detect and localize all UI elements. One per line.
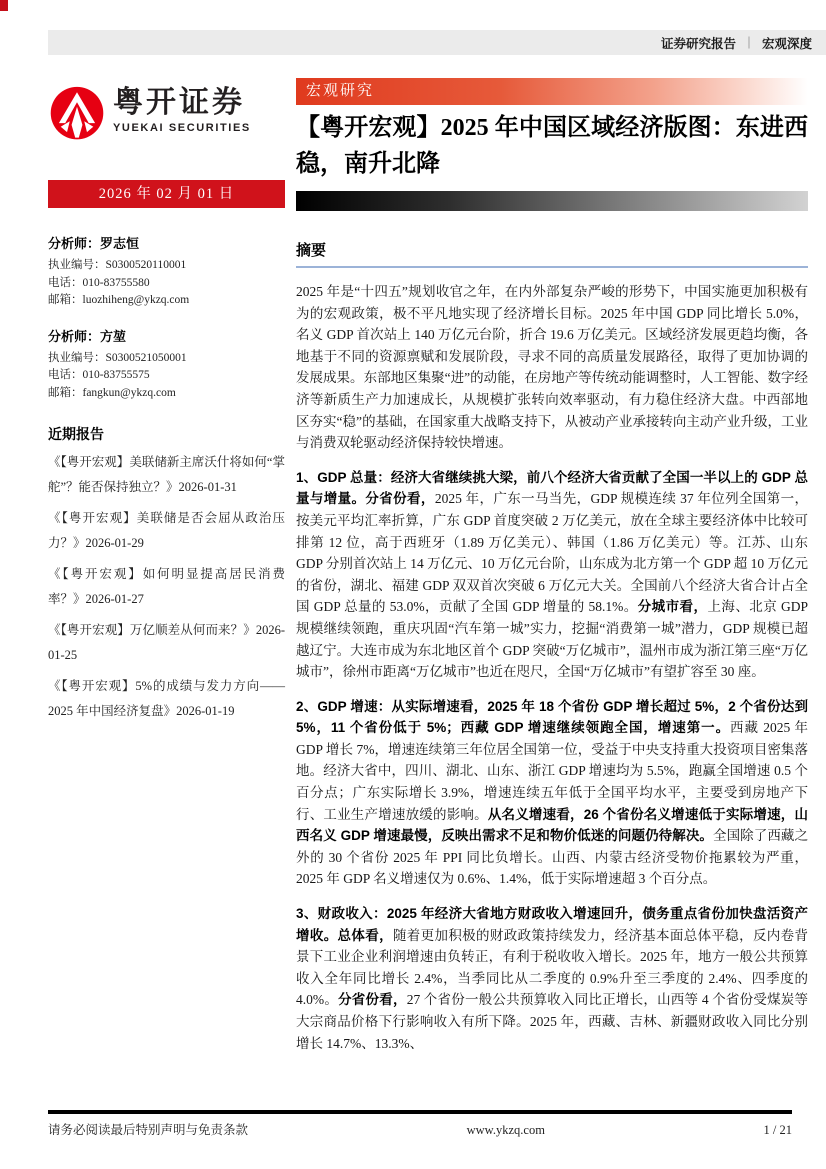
abstract-paragraph [296,903,808,1054]
paragraph-bold-run: 从名义增速看，26 个省份名义增速低于实际增速，山西名义 GDP 增速最慢，反映出需求不足和物价低迷的问题仍待解决。 [296,806,808,844]
recent-reports-section [48,424,285,724]
paragraph-text-run: 随着更加积极的财政政策持续发力，经济基本面总体平稳，反内卷背景下工业企业利润增速由负转正，有利于税收收入增长。2025 年，地方一般公共预算收入全年同比增长 2.4%，当季同比从二季度的 0.9%升至三季度的 2.4%、四季度的 4.0%。 [296,927,808,1008]
paragraph-text-run: 2025 年是“十四五”规划收官之年，在内外部复杂严峻的形势下，中国实施更加积极有为的宏观政策，极不平凡地实现了经济增长目标。2025 年中国 GDP 同比增长 5.0%，名义 GDP 首次站上 140 万亿元台阶，折合 19.6 万亿美元。区域经济发展更趋均衡，各地基于不同的资源禀赋和发展阶段，寻求不同的高质量发展路径，取得了更加协调的发展成果。东部地区集聚“进”的动能，在房地产等传统动能调整时，人工智能、数字经济等新质生产力加速成长，从规模扩张转向效率驱动，有力稳住经济大盘。中西部地区夯实“稳”的基础，在国家重大战略支持下，从被动产业承接转向主动产业升级，工业与消费双轮驱动经济保持较快增速。 [296,284,808,451]
paragraph-text-run: 27 个省份一般公共预算收入同比正增长，山西等 4 个省份受煤炭等大宗商品价格下行影响收入有所下降。2025 年，西藏、吉林、新疆财政收入同比分别增长 14.7%、13.3%、 [296,992,808,1051]
abstract-paragraph [296,696,808,890]
footer-row [48,1120,792,1138]
footer-disclaimer: 请务必阅读最后特别声明与免责条款 [48,1123,249,1137]
paragraph-text-run: 上海、北京 GDP 规模继续领跑，重庆巩固“汽车第一城”实力，挖掘“消费第一城”潜力，GDP 规模已超越辽宁。大连市成为东北地区首个 GDP 突破“万亿城市”，温州市成为浙江第三座“万亿城市”，徐州市距离“万亿城市”也近在咫尺，全国“万亿城市”有望扩容至 30 座。 [296,599,808,680]
page-corner-mark [0,0,8,11]
recent-reports-list [48,450,285,724]
abstract-heading: 摘要 [296,239,808,268]
report-category-label: 宏观深度 [761,36,812,51]
section-banner: 宏观研究 [296,78,808,105]
paragraph-text-run: 2025 年，广东一马当先，GDP 规模连续 37 年位列全国第一，按美元平均汇率折算，广东 GDP 首度突破 2 万亿美元，放在全球主要经济体中比较可排第 12 位，高于西班牙（1.89 万亿美元）、韩国（1.86 万亿美元）等。江苏、山东 GDP 分别首次站上 14 万亿元、10 万亿元台阶，山东成为北方第一个 GDP 超 10 万亿元的省份，湖北、福建 GDP 双双首次突破 6 万亿元大关。全国前八个经济大省合计占全国 GDP 总量的 53.0%，贡献了全国 GDP 增量的 58.1%。 [296,491,808,615]
paragraph-bold-run: 2、GDP 增速：从实际增速看，2025 年 18 个省份 GDP 增长超过 5%，2 个省份达到 5%，11 个省份低于 5%；西藏 GDP 增速继续领跑全国，增速第一。 [296,698,808,736]
abstract-paragraph [296,281,808,454]
analyst-field: 邮箱：luozhiheng@ykzq.com [48,294,190,306]
analysts-section [48,233,285,402]
paragraph-bold-run: 1、GDP 总量：经济大省继续挑大梁，前八个经济大省贡献了全国一半以上的 GDP 总量与增量。分省份看， [296,469,808,507]
analyst-field: 电话：010-83755580 [48,276,150,289]
page-footer [48,1110,792,1138]
header-separator: ｜ [742,36,755,50]
report-title: 【粤开宏观】2025 年中国区域经济版图：东进西稳，南升北降 [296,115,808,177]
footer-page-number: 1 / 21 [763,1123,792,1137]
brand-name [113,84,251,134]
paragraph-text-run: 西藏 2025 年 GDP 增长 7%，增速连续第三年位居全国第一位，受益于中央支持重大投资项目密集落地。经济大省中，四川、湖北、山东、浙江 GDP 增速均为 5.5%，跑赢全国增速 0.5 个百分点；广东实际增长 3.9%，增速连续五年低于全国平均水平，主要受到房地产下行、工业生产增速放缓的影响。 [296,720,808,822]
report-list-item: 《【粤开宏观】美联储是否会屈从政治压力？》2026-01-29 [48,511,285,550]
report-date-bar: 2026 年 02 月 01 日 [48,180,285,208]
title-divider-bar [296,191,808,211]
left-sidebar [48,84,285,724]
footer-divider [48,1110,792,1114]
report-list-item: 《【粤开宏观】5%的成绩与发力方向——2025 年中国经济复盘》2026-01-19 [48,679,285,718]
analyst-field: 执业编号：S0300520110001 [48,259,187,271]
analyst-block [48,233,285,310]
analyst-field: 电话：010-83755575 [48,369,150,381]
report-list-item: 《【粤开宏观】如何明显提高居民消费率？》2026-01-27 [48,567,285,606]
main-column [296,78,808,1104]
brand-name-en: YUEKAI SECURITIES [113,122,251,134]
paragraph-bold-run: 3、财政收入：2025 年经济大省地方财政收入增速回升，债务重点省份加快盘活资产增收。总体看， [296,906,808,943]
paragraph-text-run: 全国除了西藏之外的 30 个省份 2025 年 PPI 同比负增长。山西、内蒙古经济受物价拖累较为严重，2025 年 GDP 名义增速仅为 0.6%、1.4%，低于实际增速超 3 个百分点。 [296,828,808,887]
analyst-field: 执业编号：S0300521050001 [48,351,187,364]
abstract-body [296,281,808,1054]
analyst-name: 分析师：方堃 [48,328,127,344]
yuekai-logo-icon [48,84,106,144]
paragraph-bold-run: 分省份看， [338,992,407,1008]
analyst-name: 分析师：罗志恒 [48,236,140,251]
top-header-bar [48,30,826,55]
paragraph-bold-run: 分城市看， [637,599,708,615]
footer-website: www.ykzq.com [466,1123,545,1137]
report-list-item: 《【粤开宏观】万亿顺差从何而来？》2026-01-25 [48,623,285,662]
report-list-item: 《【粤开宏观】美联储新主席沃什将如何“掌舵”？能否保持独立？》2026-01-31 [48,455,285,494]
report-type-label: 证券研究报告 [660,36,736,51]
analyst-block [48,326,285,403]
abstract-paragraph [296,467,808,683]
brand-logo [48,84,285,144]
analyst-field: 邮箱：fangkun@ykzq.com [48,386,176,399]
brand-name-cn: 粤开证券 [113,86,245,119]
recent-reports-title: 近期报告 [48,426,104,442]
